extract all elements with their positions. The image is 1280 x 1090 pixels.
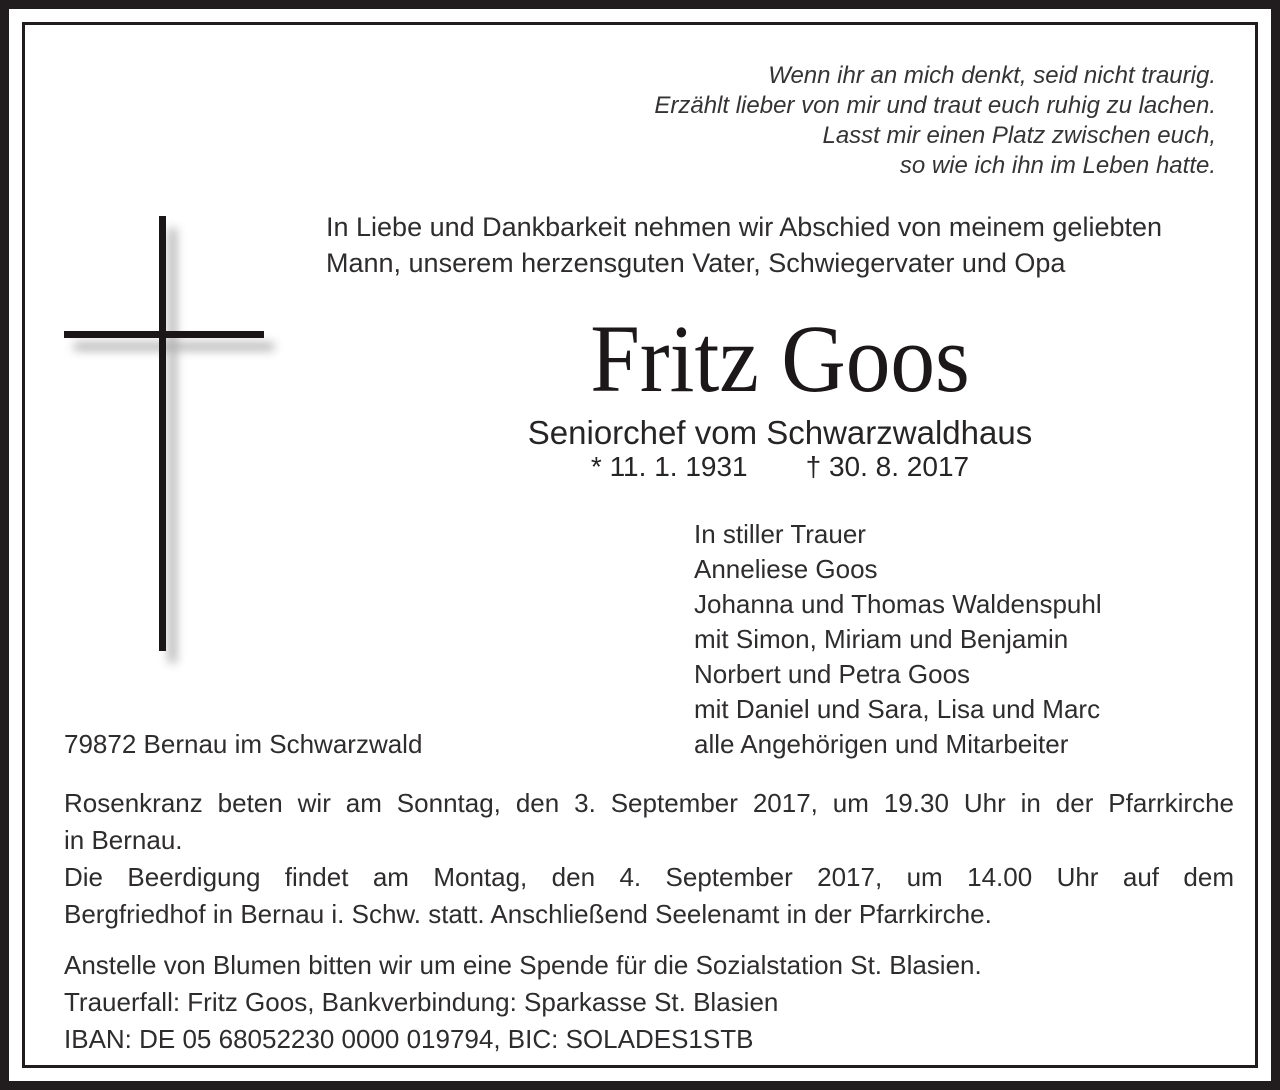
cross-vertical-bar [159, 216, 166, 651]
service-notices [64, 785, 1234, 1058]
burial-line: Die Beerdigung findet am Montag, den 4. September 2017, um 14.00 Uhr auf dem [64, 862, 1234, 892]
deceased-dates [326, 453, 1234, 481]
paragraph-spacer [64, 933, 1234, 947]
rosary-line: in Bernau. [64, 825, 183, 855]
verse-line: Wenn ihr an mich denkt, seid nicht traurig. [768, 62, 1216, 89]
verse-line: Erzählt lieber von mir und traut euch ruhig zu lachen. [654, 92, 1216, 119]
donation-line: Trauerfall: Fritz Goos, Bankverbindung: Sparkasse St. Blasien [64, 987, 779, 1017]
mourners-line: mit Simon, Miriam und Benjamin [694, 624, 1069, 654]
memorial-verse [654, 61, 1216, 181]
latin-cross-icon [64, 216, 264, 651]
donation-line: IBAN: DE 05 68052230 0000 019794, BIC: SOLADES1STB [64, 1024, 754, 1054]
birth-date: * 11. 1. 1931 [590, 451, 748, 482]
donation-paragraph [64, 947, 1234, 1058]
donation-line: Anstelle von Blumen bitten wir um eine Spende für die Sozialstation St. Blasien. [64, 950, 982, 980]
mourners-line: mit Daniel und Sara, Lisa und Marc [694, 694, 1101, 724]
burial-line: Bergfriedhof in Bernau i. Schw. statt. Anschließend Seelenamt in der Pfarrkirche. [64, 899, 992, 929]
burial-paragraph [64, 859, 1234, 933]
deceased-name: Fritz Goos [590, 305, 970, 412]
mourners-line: Norbert und Petra Goos [694, 659, 971, 689]
mourners-line: alle Angehörigen und Mitarbeiter [694, 729, 1069, 759]
verse-line: so wie ich ihn im Leben hatte. [899, 152, 1216, 179]
intro-line: In Liebe und Dankbarkeit nehmen wir Abschied von meinem geliebten [326, 212, 1163, 242]
mourners-line: In stiller Trauer [694, 519, 866, 549]
intro-line: Mann, unserem herzensguten Vater, Schwiegervater und Opa [326, 248, 1066, 278]
deceased-block [326, 305, 1234, 482]
farewell-intro [326, 209, 1162, 281]
cross-horizontal-bar [64, 331, 264, 338]
rosary-paragraph [64, 785, 1234, 859]
mourners-line: Anneliese Goos [694, 554, 878, 584]
mourners-line: Johanna und Thomas Waldenspuhl [694, 589, 1102, 619]
rosary-line: Rosenkranz beten wir am Sonntag, den 3. September 2017, um 19.30 Uhr in der Pfarrkirche [64, 788, 1234, 818]
family-address: 79872 Bernau im Schwarzwald [64, 729, 423, 759]
mourners-list [694, 517, 1102, 762]
death-date: † 30. 8. 2017 [805, 451, 970, 482]
deceased-subtitle: Seniorchef vom Schwarzwaldhaus [527, 414, 1033, 451]
verse-line: Lasst mir einen Platz zwischen euch, [822, 122, 1216, 149]
